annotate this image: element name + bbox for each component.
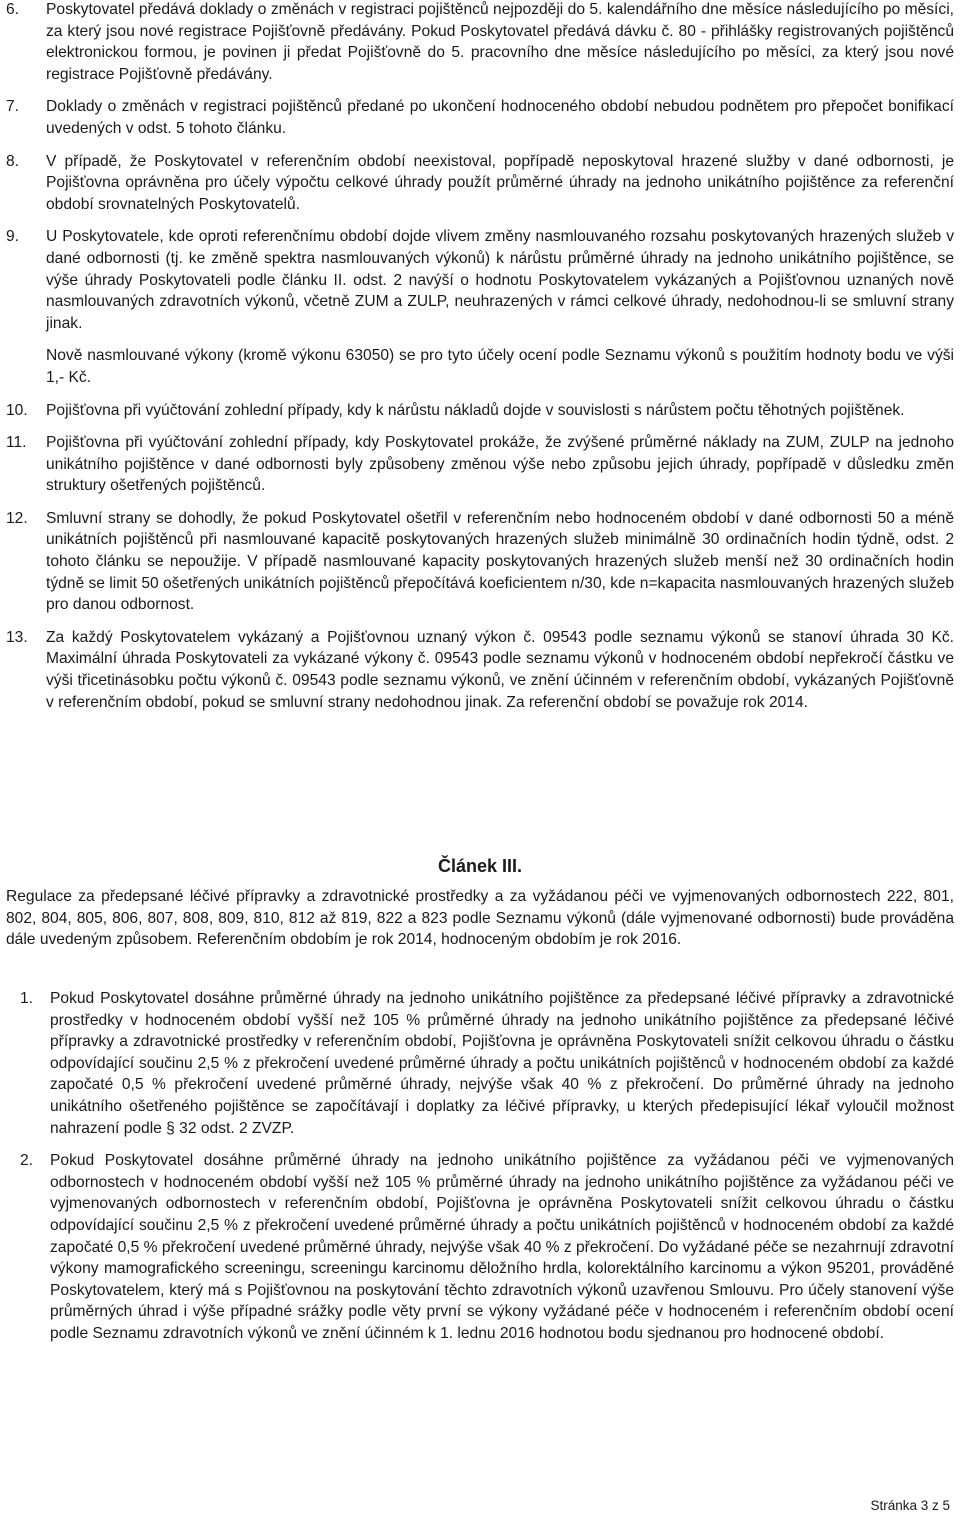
item-number: 10. (6, 401, 28, 419)
item-paragraph: Pojišťovna při vyúčtování zohlední případy, kdy k nárůstu nákladů dojde v souvislosti s nárůstem počtu těhotných pojištěnek. (46, 401, 905, 419)
list-item (6, 988, 954, 1139)
item-number: 7. (6, 98, 20, 116)
article-intro: Regulace za předepsané léčivé přípravky a zdravotnické prostředky a za vyžádanou péči ve vyjmenovaných odbornostech 222, 801, 802, 804, 805, 806, 807, 808, 809, 810, 812 až 819, 822 a 823 podle Seznamu výkonů (dále vyjmenované odbornosti) bude prováděna dále uvedeným způsobem. Referenčním obdobím je rok 2014, hodnoceným obdobím je rok 2016. (6, 888, 954, 949)
item-paragraph: Za každý Poskytovatelem vykázaný a Pojišťovnou uznaný výkon č. 09543 podle seznamu výkonů se stanoví úhrada 30 Kč. Maximální úhrada Poskytovateli za vykázané výkony č. 09543 podle seznamu výkonů v hodnoceném období nepřekročí částku ve výši třicetinásobku počtu výkonů č. 09543 podle seznamu výkonů, ve znění účinném v referenčním období, vykázaných Pojišťovně v referenčním období, pokud se smluvní strany nedohodnou jinak. Za referenční období se považuje rok 2014. (46, 628, 954, 711)
list-item (6, 432, 954, 497)
item-paragraph: Pokud Poskytovatel dosáhne průměrné úhrady na jednoho unikátního pojištěnce za vyžádanou péči ve vyjmenovaných odbornostech v hodnoceném období vyšší než 105 % průměrné úhrady na jednoho unikátního pojištěnce za vyžádanou péči ve vyjmenovaných odbornostech v referenčním období, Pojišťovna je oprávněna Poskytovateli snížit celkovou úhradu o částku odpovídající součinu 2,5 % z překročení uvedené průměrné úhrady a počtu unikátních pojištěnců v hodnoceném období za každé započaté 0,5 % překročení uvedené průměrné úhrady, nejvýše však 40 % z překročení. Do vyžádané péče se nezahrnují zdravotní výkony mamografického screeningu, screeningu karcinomu děložního hrdla, kolorektálního karcinomu a výkon 95201, prováděné Poskytovatelem, který má s Pojišťovnou na poskytování těchto zdravotních výkonů uzavřenou Smlouvu. Pro účely stanovení výše průměrných úhrad i výše případné srážky podle věty první se výkony vyžádané péče v hodnoceném i referenčním období ocení podle Seznamu zdravotních výkonů ve znění účinném k 1. lednu 2016 hodnotou bodu sjednanou pro hodnocené období. (50, 1152, 954, 1342)
item-number: 12. (6, 509, 28, 527)
article-heading: Článek III. (437, 856, 523, 876)
list-item (6, 0, 954, 85)
item-number: 1. (20, 990, 34, 1007)
item-number: 9. (6, 228, 20, 246)
item-paragraph: Pojišťovna při vyúčtování zohlední případy, kdy Poskytovatel prokáže, že zvýšené průměrné náklady na ZUM, ZULP na jednoho unikátního pojištěnce v dané odbornosti byly způsobeny změnou výše nebo způsobu jejich úhrady, popřípadě v důsledku změn struktury ošetřených pojištěnců. (46, 434, 954, 495)
list-item (6, 151, 954, 216)
item-paragraph: Poskytovatel předává doklady o změnách v registraci pojištěnců nejpozději do 5. kalendářního dne měsíce následujícího po měsíci, za který jsou nové registrace Pojišťovně předávány. Pokud Poskytovatel předává dávku č. 80 - přihlášky registrovaných pojištěnců elektronickou formou, je povinen ji předat Pojišťovně do 5. pracovního dne měsíce následujícího po měsíci, za který jsou nové registrace Pojišťovně předávány. (46, 1, 954, 83)
item-number: 6. (6, 1, 20, 18)
list-item (6, 1150, 954, 1344)
item-paragraph: U Poskytovatele, kde oproti referenčnímu období dojde vlivem změny nasmlouvaného rozsahu poskytovaných hrazených služeb v dané odbornosti (tj. ke změně spektra nasmlouvaných výkonů) k nárůstu průměrné úhrady na jednoho unikátního pojištěnce, se výše úhrady Poskytovateli podle článku II. odst. 2 navýší o hodnotu Poskytovatelem vykázaných a Pojišťovnou uznaných nově nasmlouvaných zdravotních výkonů, včetně ZUM a ZULP, neuhrazených v rámci celkové úhrady, nedohodnou-li se smluvní strany jinak. (46, 228, 954, 332)
item-paragraph: Nově nasmlouvané výkony (kromě výkonu 63050) se pro tyto účely ocení podle Seznamu výkonů s použitím hodnoty bodu ve výši 1,- Kč. (46, 347, 954, 386)
page-number: Stránka 3 z 5 (870, 1498, 950, 1513)
list-item (6, 226, 954, 388)
item-number: 2. (20, 1152, 34, 1170)
list-item (6, 508, 954, 616)
top-numbered-list (6, 0, 954, 724)
item-number: 8. (6, 152, 20, 170)
item-paragraph: Pokud Poskytovatel dosáhne průměrné úhrady na jednoho unikátního pojištěnce za předepsané léčivé přípravky a zdravotnické prostředky v hodnoceném období vyšší než 105 % průměrné úhrady na jednoho unikátního pojištěnce za předepsané léčivé přípravky a zdravotnické prostředky v referenčním období, Pojišťovna je oprávněna Poskytovateli snížit celkovou úhradu o částku odpovídající součinu 2,5 % z překročení uvedené průměrné úhrady a počtu unikátních pojištěnců v hodnoceném období za každé započaté 0,5 % překročení uvedené průměrné úhrady, nejvýše však 40 % z překročení. Do průměrné úhrady na jednoho unikátního ošetřeného pojištěnce se započítávají i doplatky za léčivé přípravky, u kterých předepisující lékař vyloučil možnost nahrazení podle § 32 odst. 2 ZVZP. (50, 990, 954, 1137)
item-number: 11. (6, 434, 27, 452)
item-paragraph: V případě, že Poskytovatel v referenčním období neexistoval, popřípadě neposkytoval hrazené služby v dané odbornosti, je Pojišťovna oprávněna pro účely výpočtu celkové úhrady použít průměrné úhrady na jednoho unikátního pojištěnce za referenční období srovnatelných Poskytovatelů. (46, 152, 954, 213)
list-item (6, 400, 954, 422)
item-number: 13. (6, 628, 28, 646)
list-item (6, 96, 954, 139)
item-paragraph: Doklady o změnách v registraci pojištěnců předané po ukončení hodnoceného období nebudou podnětem pro přepočet bonifikací uvedených v odst. 5 tohoto článku. (46, 98, 954, 137)
article-numbered-list (6, 988, 954, 1356)
item-paragraph: Smluvní strany se dohodly, že pokud Poskytovatel ošetřil v referenčním nebo hodnoceném období v dané odbornosti 50 a méně unikátních pojištěnců při nasmlouvané kapacitě poskytovaných hrazených služeb minimálně 30 ordinačních hodin týdně, odst. 2 tohoto článku se nepoužije. V případě nasmlouvané kapacity poskytovaných hrazených služeb menší než 30 ordinačních hodin týdně se limit 50 ošetřených unikátních pojištěnců přepočítává koeficientem n/30, kde n=kapacita nasmlouvaných hrazených služeb pro danou odbornost. (46, 509, 954, 614)
list-item (6, 627, 954, 713)
